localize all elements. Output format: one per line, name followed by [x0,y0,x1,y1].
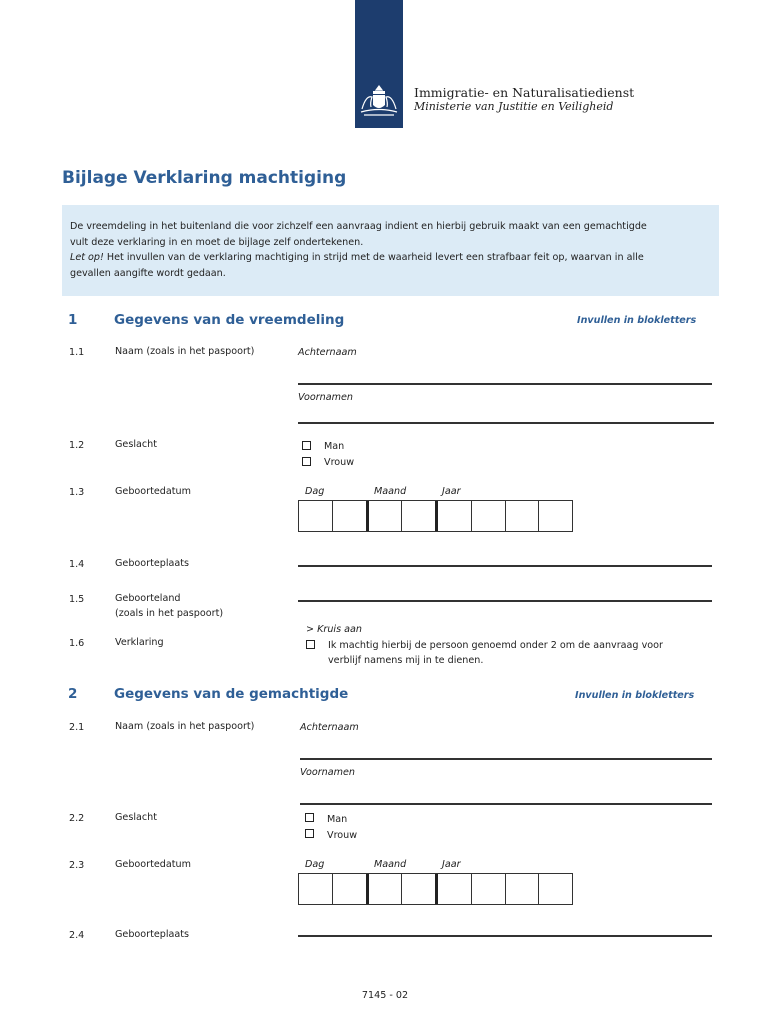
row-1-2-label: Geslacht [115,439,157,450]
birthdate-grid[interactable] [298,500,573,532]
agent-year-hint: Jaar [442,859,461,870]
gender-woman-checkbox[interactable] [302,457,311,466]
date-cell[interactable] [438,501,472,531]
row-2-3-label: Geboortedatum [115,859,191,870]
warning-label: Let op! [70,252,104,264]
tick-hint: > Kruis aan [306,624,362,635]
row-1-3-label: Geboortedatum [115,486,191,497]
agent-surname-hint: Achternaam [300,722,359,733]
agent-gender-man-checkbox[interactable] [305,813,314,822]
page-title: Bijlage Verklaring machtiging [62,168,347,188]
declaration-text-2: verblijf namens mij in te dienen. [328,655,484,666]
row-1-5-number: 1.5 [69,594,85,605]
declaration-text-1: Ik machtig hierbij de persoon genoemd onder 2 om de aanvraag voor [328,640,663,651]
row-1-1-number: 1.1 [69,347,85,358]
surname-field[interactable] [298,383,712,385]
row-1-2-number: 1.2 [69,440,85,451]
date-cell[interactable] [438,874,472,904]
org-line-1: Immigratie- en Naturalisatiedienst [414,85,635,100]
row-1-5-sublabel: (zoals in het paspoort) [115,608,224,619]
date-cell[interactable] [506,501,540,531]
row-1-3-number: 1.3 [69,487,85,498]
month-hint: Maand [374,486,407,497]
section-1-note: Invullen in blokletters [577,315,697,326]
intro-line-4: gevallen aangifte wordt gedaan. [70,267,226,279]
row-1-5-label: Geboorteland [115,593,181,604]
day-hint: Dag [305,486,325,497]
row-1-6-number: 1.6 [69,638,85,649]
date-cell[interactable] [299,874,333,904]
row-1-1-label: Naam (zoals in het paspoort) [115,346,255,357]
logo-bar [355,0,403,128]
date-cell[interactable] [472,501,506,531]
row-1-6-label: Verklaring [115,637,164,648]
agent-firstnames-hint: Voornamen [300,767,355,778]
organisation-name [414,85,634,114]
form-code: 7145 - 02 [361,990,409,1001]
agent-birthplace-field[interactable] [298,935,712,937]
row-2-3-number: 2.3 [69,860,85,871]
surname-hint: Achternaam [298,347,357,358]
section-2-number: 2 [68,686,78,702]
date-cell[interactable] [333,874,369,904]
row-2-2-label: Geslacht [115,812,157,823]
section-2-title: Gegevens van de gemachtigde [114,686,349,702]
gender-man-checkbox[interactable] [302,441,311,450]
row-2-4-label: Geboorteplaats [115,929,190,940]
date-cell[interactable] [539,501,572,531]
date-cell[interactable] [539,874,572,904]
row-2-4-number: 2.4 [69,930,85,941]
agent-firstnames-field[interactable] [300,803,712,805]
row-2-2-number: 2.2 [69,813,85,824]
agent-gender-woman-checkbox[interactable] [305,829,314,838]
date-cell[interactable] [506,874,540,904]
year-hint: Jaar [442,486,461,497]
declaration-checkbox[interactable] [306,640,315,649]
birthplace-field[interactable] [298,565,712,567]
intro-warning [70,250,711,266]
intro-line-2: vult deze verklaring in en moet de bijlage zelf ondertekenen. [70,236,364,248]
agent-gender-man-label: Man [327,814,348,825]
agent-surname-field[interactable] [300,758,712,760]
date-cell[interactable] [369,874,403,904]
intro-line-1: De vreemdeling in het buitenland die voor zichzelf een aanvraag indient en hierbij gebruik maakt van een gemachtigde [70,221,647,232]
org-line-2: Ministerie van Justitie en Veiligheid [414,100,614,113]
date-cell[interactable] [402,501,438,531]
date-cell[interactable] [402,874,438,904]
firstnames-hint: Voornamen [298,392,353,403]
row-2-1-label: Naam (zoals in het paspoort) [115,721,255,732]
firstnames-field[interactable] [298,422,714,424]
date-cell[interactable] [299,501,333,531]
row-1-4-label: Geboorteplaats [115,558,190,569]
section-1-title: Gegevens van de vreemdeling [114,312,345,328]
row-2-1-number: 2.1 [69,722,85,733]
agent-gender-woman-label: Vrouw [327,830,358,841]
gender-man-label: Man [324,441,345,452]
agent-month-hint: Maand [374,859,407,870]
date-cell[interactable] [333,501,369,531]
intro-box [62,205,719,296]
date-cell[interactable] [369,501,403,531]
gender-woman-label: Vrouw [324,457,355,468]
agent-birthdate-grid[interactable] [298,873,573,905]
birthcountry-field[interactable] [298,600,712,602]
warning-text: Het invullen van de verklaring machtiging in strijd met de waarheid levert een strafbaar feit op, waarvan in alle [103,252,644,264]
agent-day-hint: Dag [305,859,325,870]
section-2-note: Invullen in blokletters [575,690,695,701]
row-1-4-number: 1.4 [69,559,85,570]
section-1-number: 1 [68,312,78,328]
date-cell[interactable] [472,874,506,904]
coat-of-arms-icon [358,83,400,117]
